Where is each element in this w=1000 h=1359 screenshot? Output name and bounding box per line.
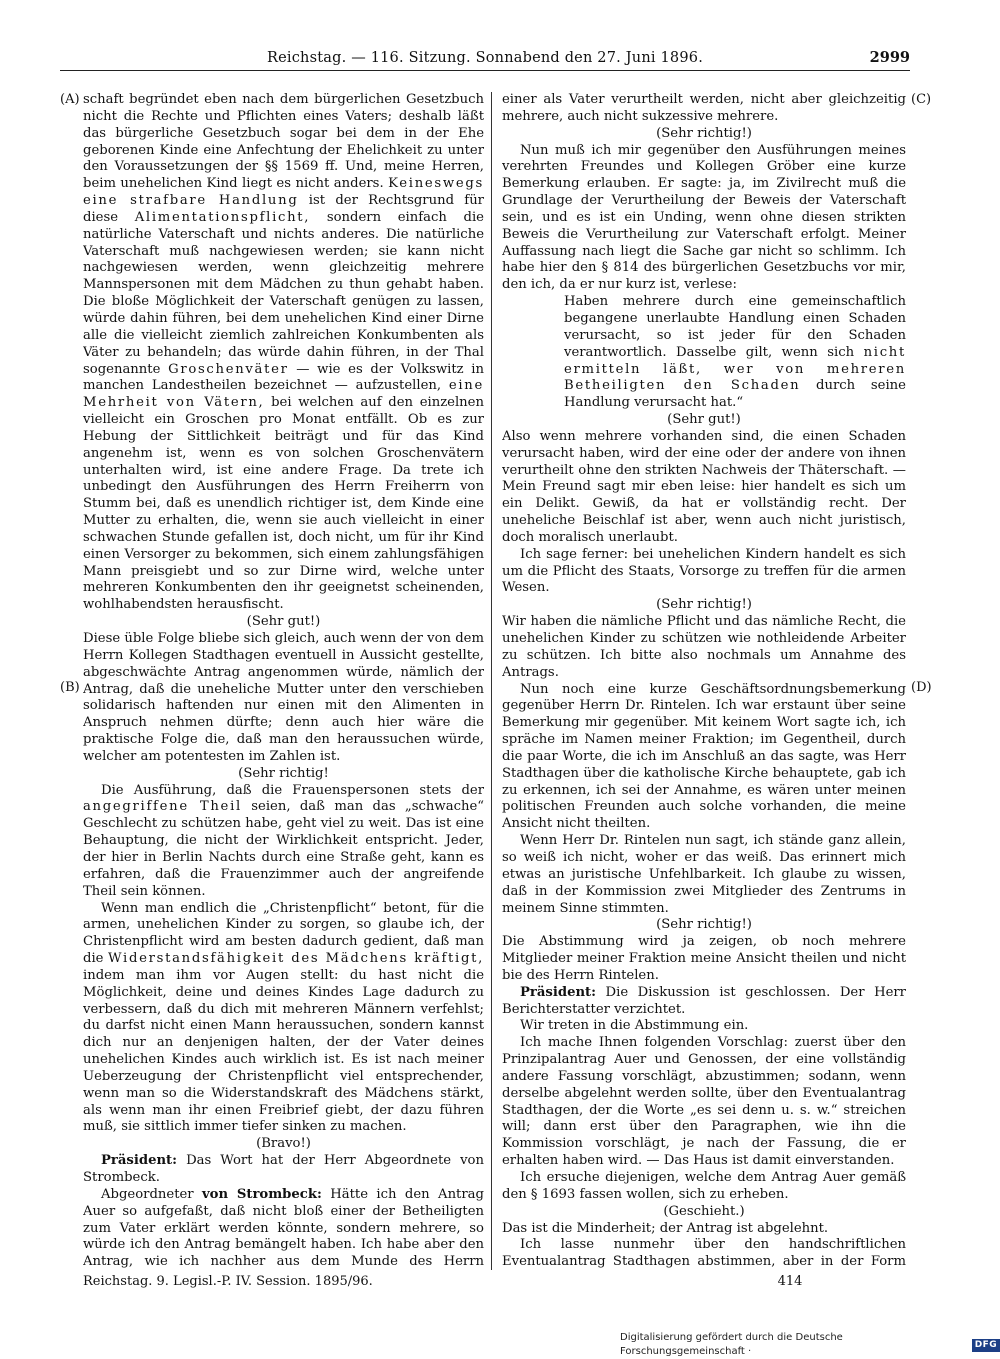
margin-mark-d: (D) [911,680,932,695]
spaced-emphasis: Widerstandsfähigkeit des Mädchens kräftigt, [108,951,484,967]
interjection: (Sehr richtig! [238,765,329,781]
paragraph: einer als Vater verurtheilt werden, nicht aber gleichzeitig mehrere, auch nicht sukzessive mehrere. [502,92,906,124]
paragraph [502,985,906,1019]
paragraph: Ich sage ferner: bei unehelichen Kindern handelt es sich um die Pflicht des Staats, Vorsorge zu treffen für die armen Wesen. [502,546,906,596]
interjection: (Geschieht.) [663,1203,745,1219]
interjection: (Sehr richtig!) [656,597,752,613]
interjection: (Sehr gut!) [667,412,741,428]
text-run: Die Diskussion ist geschlossen. Der Herr Berichterstatter verzichtet. [502,984,906,1017]
spaced-emphasis: Keineswegs eine strafbare Handlung [83,176,484,209]
speaker-label: Präsident: [520,984,597,1000]
interjection: (Sehr richtig!) [656,125,752,141]
interjection: (Sehr gut!) [246,614,321,630]
interjection: (Sehr richtig!) [656,917,752,933]
paragraph: Ich lasse nunmehr über den handschriftlichen Eventualantrag Stadthagen abstimmen, aber in der Form [502,1237,906,1270]
paragraph [83,901,484,1137]
left-column [83,92,484,1270]
spaced-emphasis: nicht ermitteln läßt, wer von mehreren Betheiligten den Schaden [564,344,906,394]
paragraph: Das ist die Minderheit; der Antrag ist abgelehnt. [502,1220,829,1236]
footer-publication-info: Reichstag. 9. Legisl.-P. IV. Session. 1895/96. [83,1274,373,1289]
text-run: bei welchen auf den einzelnen vielleicht ein Groschen pro Monat entfällt. Ob es zur Hebung der Sittlichkeit beiträgt und für das Kind angenehm ist, wenn es von solchen Groschenvätern unterhalten wird, ist eine andere Frage. Da trete ich unbedingt den Ausführungen des Herrn Freiherrn von Stumm bei, daß es unendlich richtiger ist, dem Kinde eine Mutter zu erhalten, die, wenn sie auch vielleicht in einer schwachen Stunde gefallen ist, doch nicht, um für ihr Kind einen Versorger zu bekommen, sich einem zahlungsfähigen Mann preisgiebt und so zur Dirne wird, welche unter mehreren Konkumbenten den ihr geeignetst scheinenden, wohlhabendsten herausfischt. [83,395,484,613]
paragraph [83,783,484,901]
text-run: schaft begründet eben nach dem bürgerlichen Gesetzbuch nicht die Rechte und Pflichten eines Vaters; deshalb läßt das bürgerliche Gesetzbuch sogar bei dem in der Ehe geborenen Kinde eine Anfechtung der Ehelichkeit zu unter den Voraussetzungen der §§ 1569 ff. Und, meine Herren, beim unehelichen Kind liegt es nicht anders. [83,92,484,192]
paragraph: Wenn Herr Dr. Rintelen nun sagt, ich stände ganz allein, so weiß ich nicht, woher er das weiß. Das erinnert mich etwas an juristische Unfehlbarkeit. Ich glaube zu wissen, daß in der Kommission zwei Mitglieder des Zentrums in meinem Sinne stimmten. [502,833,906,916]
text-run: Das Wort hat der Herr Abgeordnete von Strombeck. [83,1153,484,1185]
paragraph: Die Abstimmung wird ja zeigen, ob noch mehrere Mitglieder meiner Fraktion meine Ansicht theilen und nicht bie des Herrn Rintelen. [502,934,906,983]
right-column [502,92,906,1270]
speaker-label: von Strombeck: [202,1186,322,1202]
paragraph: Also wenn mehrere vorhanden sind, die einen Schaden verursacht haben, wird der eine oder der andere von ihnen verurtheilt ohne den strikten Nachweis der Thäterschaft. — Mein Freund sagt mir eben leise: hier handelt es sich um ein Delikt. Gewiß, da hat er vollständig recht. Der uneheliche Beischlaf ist aber, wenn auch nicht juristisch, doch moralisch unerlaubt. [502,428,906,545]
paragraph: Wir treten in die Abstimmung ein. [520,1018,749,1034]
paragraph [83,1187,484,1270]
column-divider [491,92,492,1270]
margin-mark-a: (A) [60,92,80,107]
spaced-emphasis: eine Mehrheit von Vätern, [83,378,484,411]
text-run: ist der Rechtsgrund für diese [83,193,484,225]
paragraph: Ich ersuche diejenigen, welche dem Antrag Auer gemäß den § 1693 fassen wollen, sich zu erheben. [502,1170,906,1202]
text-run: Wenn man endlich die „Christenpflicht“ betont, für die armen, unehelichen Kinder zu sorgen, so glaube ich, der Christenpflicht wird am besten dadurch gedient, daß man die [83,900,484,967]
text-run: Die Ausführung, daß die Frauenspersonen stets der [101,782,484,798]
text-run: indem man ihm vor Augen stellt: du hast nicht die Möglichkeit, deine und deines Kindes Lage dadurch zu verbessern, daß du dich mit mehreren Männern verfehlst; du darfst nicht einen Mann heraussuchen, sondern kannst dich nur an denjenigen halten, der der Vater deines unehelichen Kindes auch wirklich ist. Es ist nach meiner Ueberzeugung der Christenpflicht viel entsprechender, wenn man so die Widerstandskraft des Mädchens stärkt, als wenn man ihr einen Freibrief giebt, der dazu führen muß, sie sittlich immer tiefer sinken zu machen. [83,967,484,1135]
spaced-emphasis: Alimentationspflicht, [134,209,311,225]
speaker-label: Präsident: [101,1153,178,1169]
text-run: Haben mehrere durch eine gemeinschaftlich begangene unerlaubte Handlung einen Schaden verursacht, so ist jeder für den Schaden verantwortlich. Dasselbe gilt, wenn sich [564,294,906,360]
paragraph: Diese üble Folge bliebe sich gleich, auch wenn der von dem Herrn Kollegen Stadthagen eventuell in Aussicht gestellte, abgeschwächte Antrag angenommen würde, nämlich der Antrag, daß die uneheliche Mutter unter den verschieben solidarisch haftenden nur einen mit den Alimenten in Anspruch nehmen dürfte; denn auch hier wäre die praktische Folge die, daß man den heraussuchen würde, welcher am potentesten im Zahlen ist. [83,631,484,764]
margin-mark-c: (C) [911,92,932,107]
paragraph: Nun muß ich mir gegenüber den Ausführungen meines verehrten Freundes und Kollegen Gröber eine kurze Bemerkung erlauben. Er sagte: ja, im Zivilrecht muß die Grundlage der Verurtheilung der Beweis der Vaterschaft sein, und es ist ein Unding, wenn ohne diesen strikten Beweis die Verurtheilung zur Vaterschaft erfolgt. Meiner Auffassung nach liegt die Sache gar nicht so schlimm. Ich habe hier den § 814 des bürgerlichen Gesetzbuchs vor mir, den ich, da er nur kurz ist, verlese: [502,142,906,293]
interjection: (Bravo!) [256,1136,311,1152]
spaced-emphasis: angegriffene Theil [83,799,242,815]
text-run: durch seine Handlung verursacht hat.“ [564,378,906,411]
header-title: Reichstag. — 116. Sitzung. Sonnabend den 27. Juni 1896. [266,50,704,66]
block-quote [564,294,906,412]
digitization-credit [620,1331,1000,1359]
text-run: — wie es der Volkswitz in manchen Landestheilen bezeichnet — aufzustellen, [83,361,484,394]
footer-signature-number: 414 [777,1274,803,1289]
paragraph: Ich mache Ihnen folgenden Vorschlag: zuerst über den Prinzipalantrag Auer und Genossen, der eine vollständig andere Fassung vorschlägt, abzustimmen; sodann, wenn derselbe abgelehnt werden sollte, über den Eventualantrag Stadthagen, der die Worte „es sei denn u. s. w.“ streichen will; dann erst über den Paragraphen, wie ihn die Kommission vorschlägt, je nach der Fassung, die er erhalten haben wird. — Das Haus ist damit einverstanden. [502,1035,906,1169]
paragraph [83,1153,484,1187]
text-run: sondern einfach die natürliche Vaterschaft und nichts anderes. Die natürliche Vaterschaft muß nachgewiesen werden; sie kann nicht nachgewiesen werden, wenn gleichzeitig mehrere Mannspersonen mit dem Mädchen zu thun gehabt haben. Die bloße Möglichkeit der Vaterschaft genügen zu lassen, würde dahin führen, bei dem unehelichen Kind einer Dirne alle die vielleicht ziemlich zahlreichen Konkumbenten als Väter zu behandeln; das würde dahin führen, in der Thal sogenannte [83,209,484,377]
running-header [60,50,910,71]
paragraph: Nun noch eine kurze Geschäftsordnungsbemerkung gegenüber Herrn Dr. Rintelen. Ich war erstaunt über seine Bemerkung mir gegenüber. Mit keinem Wort sagte ich, ich spräche im Namen meiner Fraktion; im Gegentheil, durch die paar Worte, die ich im Anschluß an das sagte, was Herr Stadthagen über die katholische Kirche behauptete, gab ich zu erkennen, ich sei der Annahme, es wären unter meinen politischen Freunden auch solche vorhanden, die meine Ansicht nicht theilten. [502,681,906,832]
text-run: Abgeordneter [101,1186,194,1202]
text-run: seien, daß man das „schwache“ Geschlecht zu schützen habe, geht viel zu weit. Das ist eine Behauptung, die nicht der Wirklichkeit entspricht. Jeder, der hier in Berlin Nachts durch eine Straße geht, kann es erfahren, daß die Frauenzimmer auch der angreifende Theil sein können. [83,799,484,899]
spaced-emphasis: Groschenväter [168,361,289,377]
page-number: 2999 [869,49,910,66]
credit-text: Digitalisierung gefördert durch die Deutsche Forschungsgemeinschaft · [620,1332,843,1357]
paragraph [83,92,484,614]
paragraph: Wir haben die nämliche Pflicht und das nämliche Recht, die unehelichen Kinder zu schützen wie nothleidende Arbeiter zu schützen. Ich bitte also nochmals um Annahme des Antrags. [502,614,906,680]
dfg-logo: DFG [972,1339,1000,1352]
margin-mark-b: (B) [60,680,80,695]
text-run: Hätte ich den Antrag Auer so aufgefaßt, daß nicht bloß einer der Betheiligten zum Vater erklärt werden könnte, sondern mehrere, so würde ich den Antrag bemängelt haben. Ich habe aber den Antrag, wie ich nachher aus dem Munde des Herrn [83,1186,484,1270]
